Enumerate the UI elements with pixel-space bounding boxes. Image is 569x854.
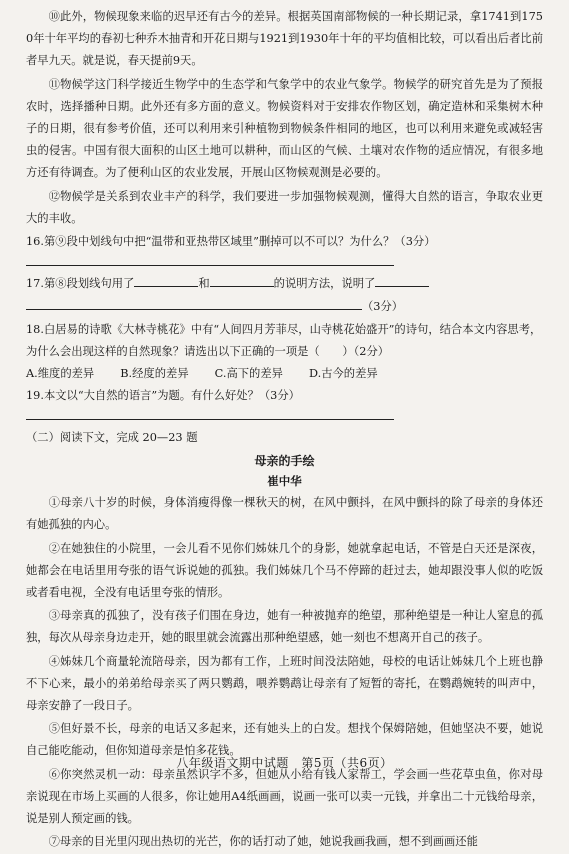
question-19: 19.本文以“大自然的语言”为题。有什么好处？（3分） — [26, 389, 300, 403]
story-paragraph-7: ⑦母亲的目光里闪现出热切的光芒，你的话打动了她，她说我画我画，想不到画画还能 — [48, 835, 478, 849]
story-paragraph-3: ③母亲真的孤独了，没有孩子们围在身边，她有一种被抛弃的绝望，那种绝望是一种让人窒息的孤独，每次从母亲身边走开，她的眼里就会流露出那种绝望感，她一刻也不想离开自己的孩子。 — [26, 609, 543, 645]
question-18-options — [26, 363, 543, 385]
answer-blank-17-explain[interactable] — [375, 272, 429, 287]
answer-line-16[interactable] — [26, 253, 394, 266]
answer-blank-17-method1[interactable] — [134, 272, 198, 287]
paragraph-10: ⑩此外，物候现象来临的迟早还有古今的差异。根据英国南部物候的一种长期记录，拿1741到1750年十年平均的春初七种乔木抽青和开花日期与1921到1930年十年的平均值相比较，可以看出后者比前者早九天。就是说，春天提前9天。 — [26, 10, 543, 68]
page-footer: 八年级语文期中试题 第5页（共6页） — [176, 756, 393, 770]
answer-blank-17-explain-cont[interactable] — [26, 295, 362, 310]
option-c[interactable]: C.高下的差异 — [214, 367, 283, 381]
question-17-part-b: 和 — [198, 277, 210, 291]
story-title: 母亲的手绘 — [254, 454, 315, 469]
story-paragraph-6: ⑥你突然灵机一动：母亲虽然识字不多，但她从小给有钱人家帮工，学会画一些花草虫鱼，你对母亲说现在市场上买画的人很多，你让她用A4纸画画，说画一张可以卖一元钱，并拿出二十元钱给母亲，说是别人预定画的钱。 — [26, 767, 543, 826]
paragraph-12: ⑫物候学是关系到农业丰产的科学，我们要进一步加强物候观测，懂得大自然的语言，争取农业更大的丰收。 — [26, 189, 543, 225]
option-d[interactable]: D.古今的差异 — [308, 367, 378, 381]
option-a[interactable]: A.维度的差异 — [26, 367, 95, 381]
paragraph-11: ⑪物候学这门科学接近生物学中的生态学和气象学中的农业气象学。物候学的研究首先是为了预报农时，选择播种日期。此外还有多方面的意义。物候资料对于安排农作物区划，确定造林和采集树木种子的日期，很有参考价值，还可以利用来引种植物到物候条件相同的地区，也可以利用来避免或减轻害虫的侵害。中国有很大面积的山区土地可以耕种，而山区的气候、土壤对农作物的适应情况，有很多地方还有待调查。为了便利山区的农业发展，开展山区物候观测是必要的。 — [26, 77, 543, 180]
story-paragraph-2: ②在她独住的小院里，一会儿看不见你们姊妹几个的身影，她就拿起电话，不管是白天还是深夜，她都会在电话里用夸张的语气诉说她的孤独。我们姊妹几个马不停蹄的赶过去，她却跟没事人似的吃饭或者看电视，全没有电话里夸张的情形。 — [26, 541, 543, 600]
question-17-score: （3分） — [362, 300, 404, 314]
answer-line-19[interactable] — [26, 407, 394, 420]
section-heading: （二）阅读下文，完成 20—23 题 — [26, 431, 198, 445]
question-16: 16.第⑨段中划线句中把“温带和亚热带区域里”删掉可以不可以？为什么？（3分） — [26, 235, 436, 249]
question-17 — [26, 272, 543, 295]
option-b[interactable]: B.经度的差异 — [120, 367, 189, 381]
question-17-part-a: 17.第⑧段划线句用了 — [26, 277, 135, 291]
story-author: 崔中华 — [267, 474, 302, 489]
answer-blank-17-method2[interactable] — [210, 272, 274, 287]
question-17-part-c: 的说明方法，说明了 — [273, 277, 376, 291]
question-18: 18.白居易的诗歌《大林寺桃花》中有“人间四月芳菲尽，山寺桃花始盛开”的诗句，结合本文内容思考，为什么会出现这样的自然现象？请选出以下正确的一项是（ ）（2分） — [26, 322, 542, 358]
story-paragraph-4: ④姊妹几个商量轮流陪母亲，因为都有工作，上班时间没法陪她，母校的电话让姊妹几个上班也静不下心来，最小的弟弟给母亲买了两只鹦鹉，喂养鹦鹉让母亲有了短暂的寄托，在鹦鹉婉转的叫声中，母亲安静了一段日子。 — [26, 654, 543, 713]
question-17-line2 — [26, 295, 543, 318]
story-paragraph-1: ①母亲八十岁的时候，身体消瘦得像一棵秋天的树，在风中颤抖，在风中颤抖的除了母亲的身体还有她孤独的内心。 — [26, 496, 543, 532]
story-paragraph-5: ⑤但好景不长，母亲的电话又多起来，还有她头上的白发。想找个保姆陪她，但她坚决不要，她说自己能吃能动，但你知道母亲是怕多花钱。 — [26, 722, 543, 758]
